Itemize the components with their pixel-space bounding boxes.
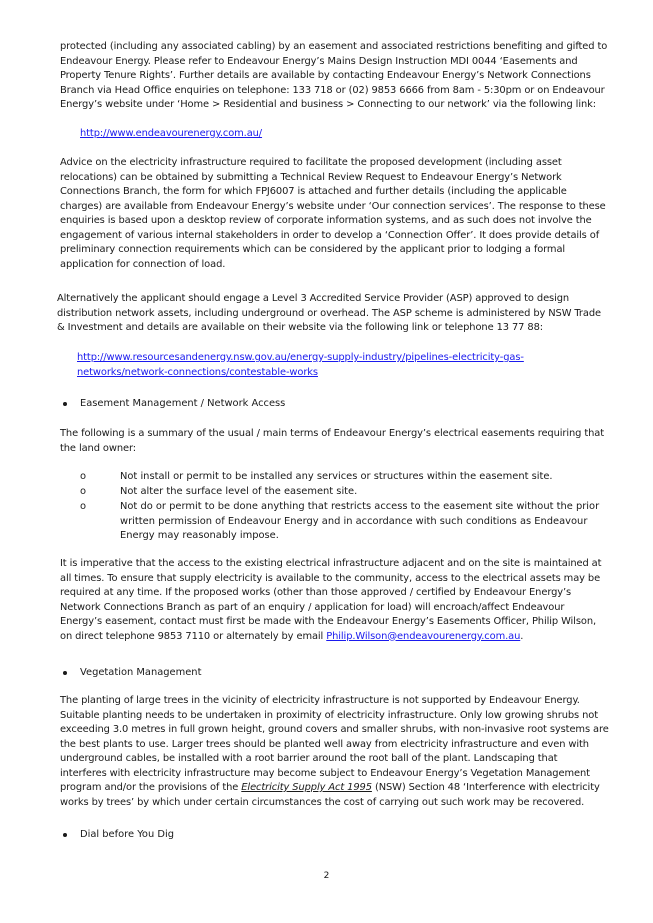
paragraph-technical-review: Advice on the electricity infrastructure required to facilitate the proposed development (including asset relocations) can be obtained by submitting a Technical Review Request to Endeavour Energy’s Network Connections Branch, the form for which FPJ6007 is attached and further details (including the applicable charges) are available from Endeavour Energy’s website under ‘Our connection services’. The response to these enquiries is based upon a desktop review of corporate information systems, and as such does not involve the engagement of various internal stakeholders in order to develop a ‘Connection Offer’. It does provide details of preliminary connection requirements which can be considered by the applicant prior to lodging a formal application for connection of load. — [60, 157, 606, 270]
sub-bullet-marker: o — [80, 471, 87, 482]
paragraph-access-imperative: It is imperative that the access to the existing electrical infrastructure adjacent and on the site is maintained at all times. To ensure that supply electricity is available to the community, access to the electrical assets may be required at any time. If the proposed works (other than those approved / certified by Endeavour Energy’s Network Connections Branch as part of an enquiry / application for load) will encroach/affect Endeavour Energy’s easement, contact must first be made with the Endeavour Energy’s Easements Officer, Philip Wilson, on direct telephone 9853 7110 or alternately by email Philip.Wilson@endeavourenergy.com.au. — [60, 558, 602, 642]
paragraph-easement-intro: protected (including any associated cabling) by an easement and associated restrictions benefiting and gifted to Endeavour Energy. Please refer to Endeavour Energy’s Mains Design Instruction MDI 0044 ‘Easements and Property Tenure Rights’. Further details are available by contacting Endeavour Energy’s Network Connections Branch via Head Office enquiries on telephone: 133 718 or (02) 9853 6666 from 8am - 5:30pm or on Endeavour Energy’s website under ‘Home > Residential and business > Connecting to our network’ via the following link: — [60, 41, 608, 110]
endeavour-website-link[interactable]: http://www.endeavourenergy.com.au/ — [80, 128, 263, 139]
bullet-dot — [63, 833, 67, 837]
bullet-dot — [63, 402, 67, 406]
bullet-dot — [63, 671, 67, 675]
page-number: 2 — [323, 871, 330, 881]
resources-energy-link-line2[interactable]: networks/network-connections/contestable-works — [77, 366, 318, 378]
heading-easement-management: Easement Management / Network Access — [80, 398, 286, 409]
act-title: Electricity Supply Act 1995 — [241, 782, 372, 793]
paragraph-vegetation: The planting of large trees in the vicinity of electricity infrastructure is not supported by Endeavour Energy. Suitable planting needs to be undertaken in proximity of electricity infrastructure. Only low growing shrubs not exceeding 3.0 metres in full grown height, ground covers and smaller shrubs, with non-invasive root systems are the best plants to use. Larger trees should be planted well away from electricity infrastructure and even with underground cables, be installed with a root barrier around the root ball of the plant. Landscaping that interferes with electricity infrastructure may become subject to Endeavour Energy’s Vegetation Management program and/or the provisions of the Electricity Supply Act 1995 (NSW) Section 48 ‘Interference with electricity works by trees’ by which under certain circumstances the cost of carrying out such work may be recovered. — [60, 695, 609, 808]
heading-vegetation-management: Vegetation Management — [80, 667, 202, 678]
sub-item-access: Not do or permit to be done anything that restricts access to the easement site without the prior written permission of Endeavour Energy and in accordance with such conditions as Endeavour Energy may reasonably impose. — [120, 501, 600, 541]
link-block-resources — [77, 351, 627, 380]
paragraph-asp: Alternatively the applicant should engage a Level 3 Accredited Service Provider (ASP) approved to design distribution network assets, including underground or overhead. The ASP scheme is administered by NSW Trade & Investment and details are available on their website via the following link or telephone 13 77 88: — [57, 293, 601, 333]
sub-item-surface-level: Not alter the surface level of the easement site. — [120, 486, 358, 497]
link-block-endeavour — [80, 127, 630, 142]
sub-bullet-marker: o — [80, 486, 87, 497]
sub-item-no-install: Not install or permit to be installed any services or structures within the easement site. — [120, 471, 553, 482]
heading-dial-before-you-dig: Dial before You Dig — [80, 829, 174, 840]
resources-energy-link-line1[interactable]: http://www.resourcesandenergy.nsw.gov.au/energy-supply-industry/pipelines-electricity-gas- — [77, 352, 524, 363]
paragraph-easement-terms: The following is a summary of the usual / main terms of Endeavour Energy’s electrical easements requiring that the land owner: — [60, 428, 605, 454]
email-link-philip-wilson[interactable]: Philip.Wilson@endeavourenergy.com.au — [326, 630, 521, 642]
sub-bullet-marker: o — [80, 501, 87, 512]
